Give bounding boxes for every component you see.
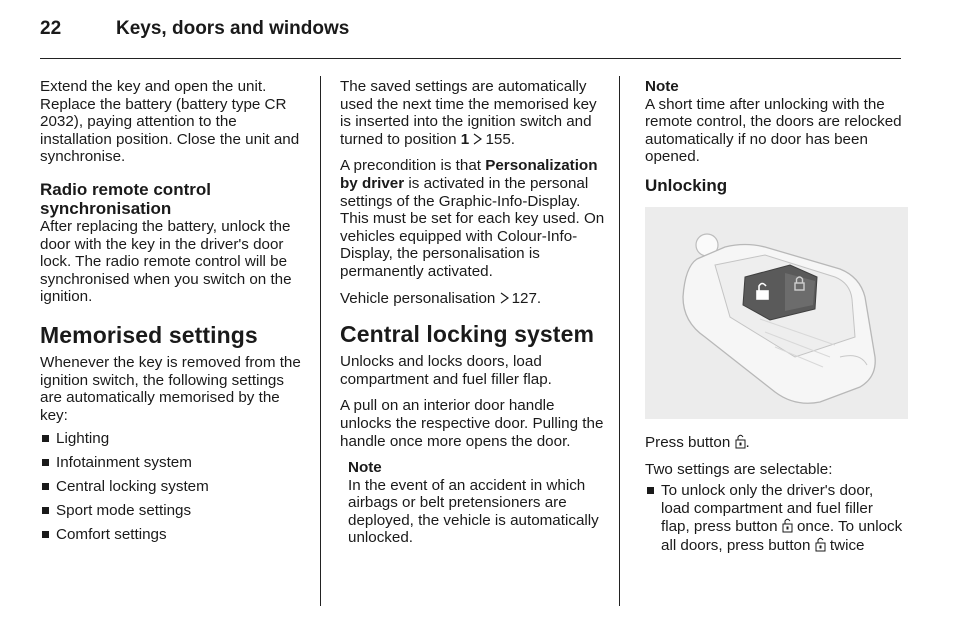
door-handle-paragraph: A pull on an interior door handle unlocks the respective door. Pulling the handle once more opens the door. <box>340 397 604 450</box>
reference-arrow-icon <box>473 133 482 145</box>
bullet-icon <box>42 459 49 466</box>
page-header <box>40 18 349 48</box>
setting-name: Personalization by driver <box>340 157 598 192</box>
list-item: Sport mode settings <box>40 502 305 520</box>
heading-sync: Radio remote control synchronisation <box>40 179 211 218</box>
page-reference-link[interactable]: 127. <box>511 289 542 307</box>
bullet-icon <box>42 483 49 490</box>
page-title: Keys, doors and windows <box>116 18 350 39</box>
sync-paragraph: After replacing the battery, unlock the door with the key in the driver's door lock. The radio remote control will be synchronised when you switch on the ignition. <box>40 217 292 306</box>
two-settings-paragraph: Two settings are selectable: <box>645 460 833 478</box>
header-rule <box>40 58 901 59</box>
list-item: To unlock only the driver's door, load compartment and fuel filler flap, press button once. To unlock all doors, press button twice <box>645 482 903 554</box>
vehicle-personalisation-paragraph: Vehicle personalisation 127. <box>340 289 542 307</box>
memorised-paragraph: Whenever the key is removed from the ignition switch, the following settings are automatically memorised by the key: <box>40 353 301 424</box>
heading-unlocking: Unlocking <box>645 175 728 195</box>
bullet-icon <box>42 531 49 538</box>
column-divider <box>320 76 321 606</box>
note-box <box>645 78 903 166</box>
bullet-icon <box>42 435 49 442</box>
note-label: Note <box>645 78 679 95</box>
note-text: In the event of an accident in which airbags or belt pretensioners are deployed, the vehicle is automatically unlocked. <box>348 476 599 547</box>
column-middle <box>340 78 606 555</box>
remote-key-illustration <box>645 207 908 419</box>
press-button-paragraph: Press button . <box>645 433 750 451</box>
note-box <box>340 459 606 547</box>
note-label: Note <box>348 459 382 477</box>
memorised-list <box>40 430 305 544</box>
unlock-settings-list <box>645 482 903 554</box>
bullet-icon <box>647 487 654 494</box>
unlock-padlock-icon <box>815 536 826 552</box>
precondition-paragraph: A precondition is that Personalization by driver is activated in the personal settings of the Graphic-Info-Display. This must be set for each key used. On vehicles equipped with Colour-Info-Display, the personalisation is permanently activated. <box>340 157 605 280</box>
list-item: Lighting <box>40 430 305 448</box>
page-reference-link[interactable]: 155. <box>485 130 516 148</box>
bullet-icon <box>42 507 49 514</box>
note-text: A short time after unlocking with the remote control, the doors are relocked automatically if no door has been opened. <box>645 95 902 166</box>
column-divider <box>619 76 620 606</box>
saved-settings-paragraph: The saved settings are automatically used the next time the memorised key is inserted into the ignition switch and turned to position 1 155. <box>340 78 597 148</box>
unlock-padlock-icon <box>782 517 793 533</box>
unlock-padlock-icon <box>735 433 746 449</box>
battery-paragraph: Extend the key and open the unit. Replace the battery (battery type CR 2032), paying attention to the installation position. Close the unit and synchronise. <box>40 78 300 166</box>
heading-memorised-settings: Memorised settings <box>40 321 258 348</box>
column-left <box>40 78 305 550</box>
reference-arrow-icon <box>500 292 509 304</box>
column-right <box>645 78 903 561</box>
key-figure <box>645 207 908 419</box>
list-item: Central locking system <box>40 478 305 496</box>
page-number: 22 <box>40 18 62 39</box>
list-item: Infotainment system <box>40 454 305 472</box>
central-locking-paragraph: Unlocks and locks doors, load compartment and fuel filler flap. <box>340 353 552 388</box>
position-number: 1 <box>460 130 470 148</box>
heading-central-locking: Central locking system <box>340 321 595 348</box>
list-item: Comfort settings <box>40 526 305 544</box>
